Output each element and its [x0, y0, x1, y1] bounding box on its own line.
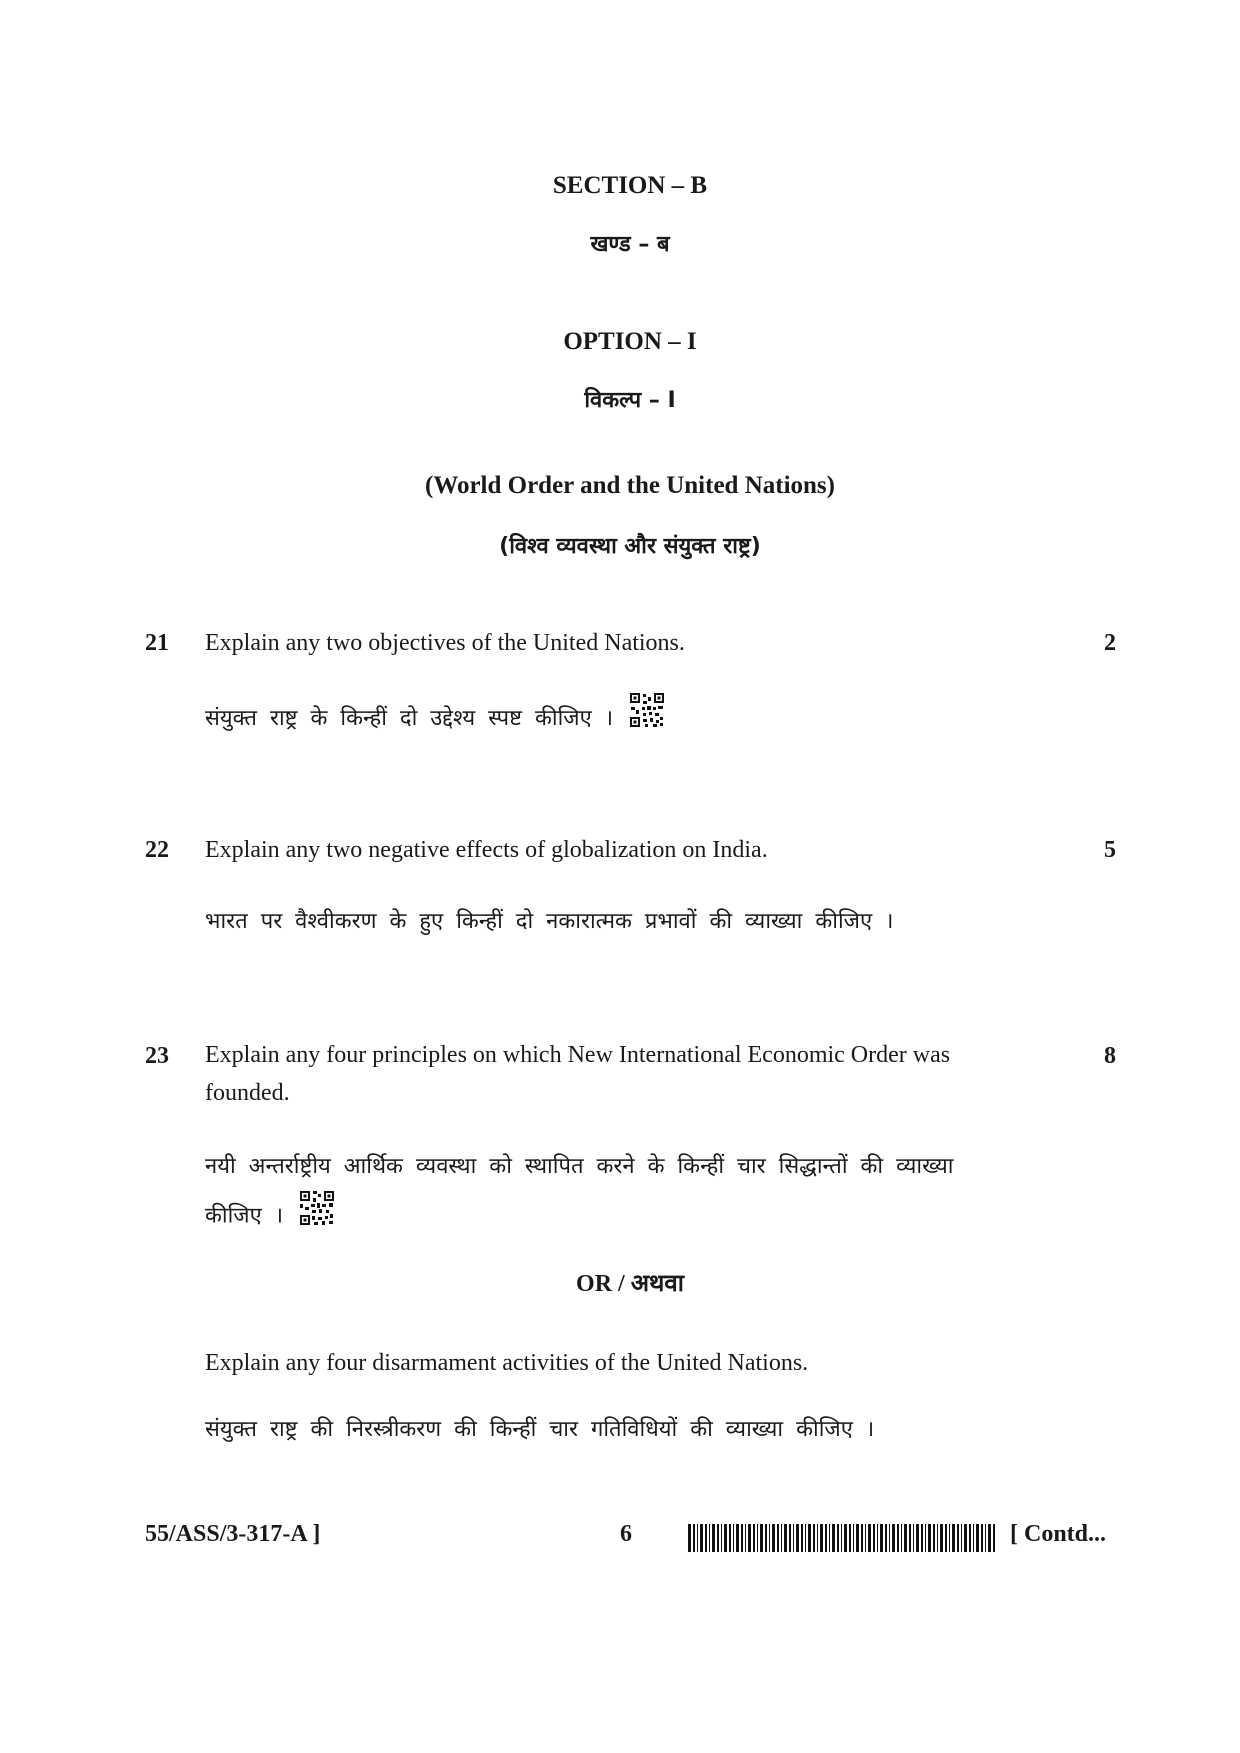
question-marks: 5 [1104, 837, 1116, 863]
alternative-question-text: Explain any four disarmament activities of the United Nations. [205, 1350, 809, 1376]
question-text-hindi [205, 1144, 1005, 1243]
question-text-hindi [205, 692, 1025, 746]
question-number: 22 [145, 837, 169, 863]
option-title-hindi: विकल्प – I [584, 388, 676, 413]
question-text-hindi: भारत पर वैश्वीकरण के हुए किन्हीं दो नकारात्मक प्रभावों की व्याख्या कीजिए । [205, 909, 894, 934]
topic-title: (World Order and the United Nations) [425, 472, 835, 499]
question-text: Explain any four principles on which New International Economic Order was founded. [205, 1042, 951, 1106]
section-title-hindi: खण्ड – ब [590, 232, 670, 257]
or-divider: OR / अथवा [576, 1271, 684, 1297]
barcode-icon [688, 1524, 998, 1557]
alternative-question-hindi: संयुक्त राष्ट्र की निरस्त्रीकरण की किन्हीं चार गतिविधियों की व्याख्या कीजिए । [205, 1417, 875, 1442]
contd-label: [ Contd... [1010, 1521, 1107, 1547]
topic-title-hindi: (विश्व व्यवस्था और संयुक्त राष्ट्र) [499, 534, 761, 559]
qr-code-icon [299, 1190, 335, 1243]
section-title: SECTION – B [552, 172, 708, 199]
question-marks: 2 [1104, 630, 1116, 656]
question-hindi-line: नयी अन्तर्राष्ट्रीय आर्थिक व्यवस्था को स्थापित करने के किन्हीं चार सिद्धान्तों की व्याख्या कीजिए । [205, 1154, 954, 1229]
option-title: OPTION – I [563, 328, 697, 355]
question-text: Explain any two negative effects of globalization on India. [205, 837, 768, 863]
question-number: 21 [145, 630, 169, 656]
paper-code: 55/ASS/3-317-A ] [145, 1521, 321, 1547]
qr-code-icon [629, 692, 665, 746]
question-marks: 8 [1104, 1043, 1116, 1069]
question-text: Explain any two objectives of the United Nations. [205, 630, 685, 656]
page-number: 6 [620, 1521, 632, 1547]
question-hindi-line: संयुक्त राष्ट्र के किन्हीं दो उद्देश्य स्पष्ट कीजिए । [205, 706, 614, 731]
question-number: 23 [145, 1043, 169, 1069]
